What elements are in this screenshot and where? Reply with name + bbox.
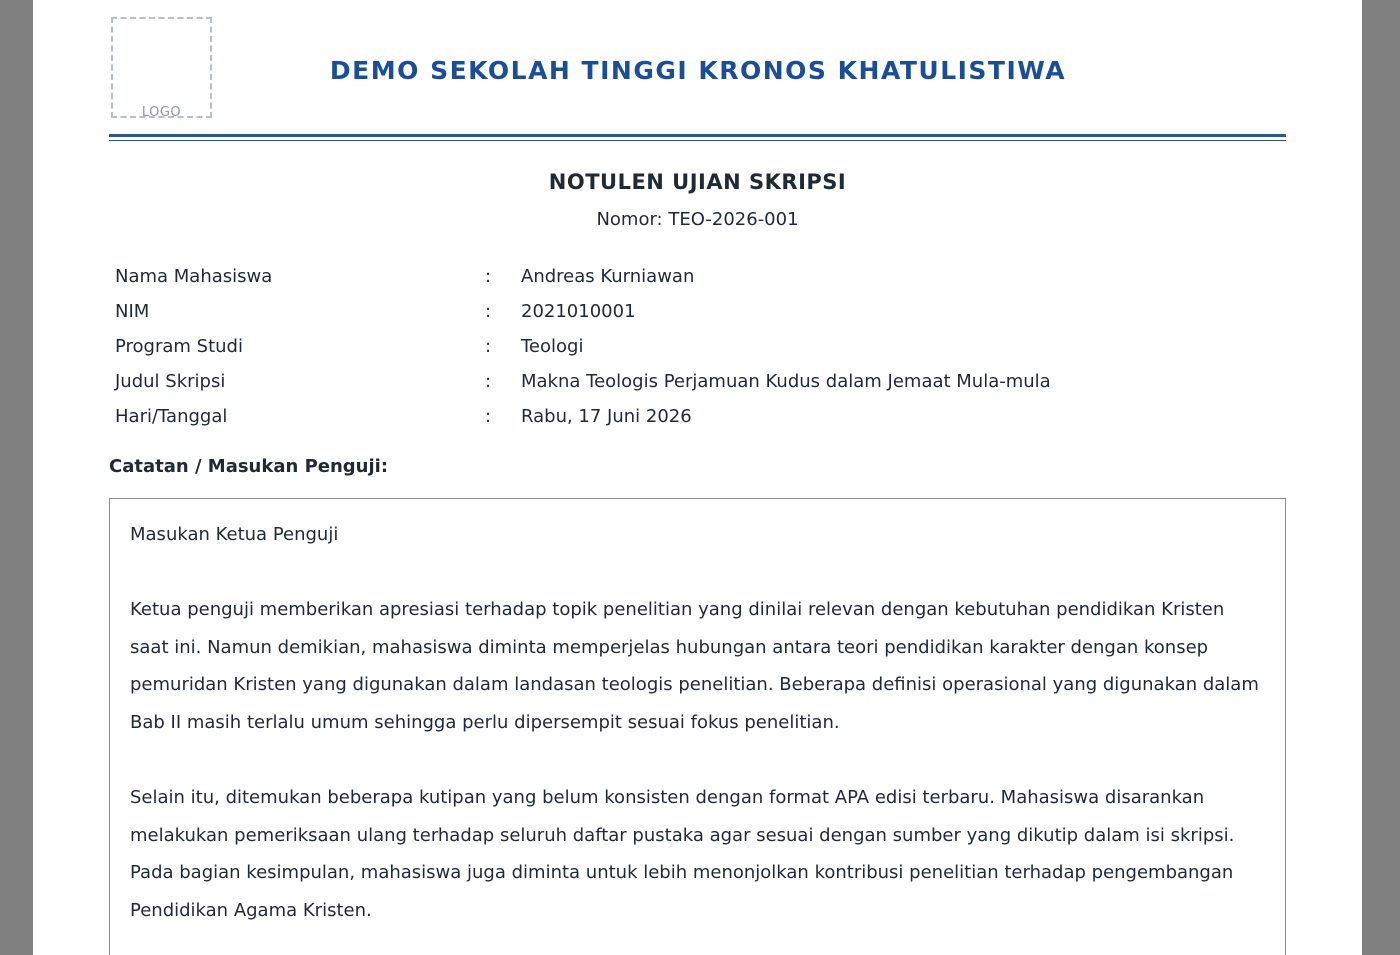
info-label: NIM [115,301,150,322]
info-colon: : [485,371,492,392]
info-value: Teologi [521,336,584,357]
info-row-nim [115,294,1285,329]
info-value: Andreas Kurniawan [521,266,695,287]
info-colon: : [485,266,492,287]
header-divider [109,134,1286,141]
info-row-thesis-title [115,364,1285,399]
notes-box [109,498,1286,955]
notes-paragraph: Selain itu, ditemukan beberapa kutipan yang belum konsisten dengan format APA edisi terbaru. Mahasiswa disarankan melakukan pemeriksaan ulang terhadap seluruh daftar pustaka agar sesuai dengan sumber yang dikutip dalam isi skripsi. Pada bagian kesimpulan, mahasiswa juga diminta untuk lebih menonjolkan kontribusi penelitian terhadap pengembangan Pendidikan Agama Kristen. [130,787,1235,921]
info-label: Hari/Tanggal [115,406,228,427]
info-colon: : [485,336,492,357]
info-label: Program Studi [115,336,243,357]
info-row-date [115,399,1285,434]
info-value: Rabu, 17 Juni 2026 [521,406,692,427]
info-label: Judul Skripsi [115,371,226,392]
info-label: Nama Mahasiswa [115,266,273,287]
notes-heading: Catatan / Masukan Penguji: [109,456,389,477]
info-row-program [115,329,1285,364]
info-row-student-name [115,259,1285,294]
notes-subheading: Masukan Ketua Penguji [130,524,339,545]
institution-name: DEMO SEKOLAH TINGGI KRONOS KHATULISTIWA [329,56,1067,85]
info-value: Makna Teologis Perjamuan Kudus dalam Jemaat Mula-mula [521,371,1051,392]
info-value: 2021010001 [521,301,636,322]
notes-paragraph: Ketua penguji memberikan apresiasi terhadap topik penelitian yang dinilai relevan dengan kebutuhan pendidikan Kristen saat ini. Namun demikian, mahasiswa diminta memperjelas hubungan antara teori pendidikan karakter dengan konsep pemuridan Kristen yang digunakan dalam landasan teologis penelitian. Beberapa definisi operasional yang digunakan dalam Bab II masih terlalu umum sehingga perlu dipersempit sesuai fokus penelitian. [130,599,1259,733]
document-page [33,0,1362,955]
document-title: NOTULEN UJIAN SKRIPSI [548,170,847,194]
logo-label: LOGO [141,105,182,120]
info-colon: : [485,406,492,427]
info-colon: : [485,301,492,322]
document-number: Nomor: TEO-2026-001 [596,209,799,230]
